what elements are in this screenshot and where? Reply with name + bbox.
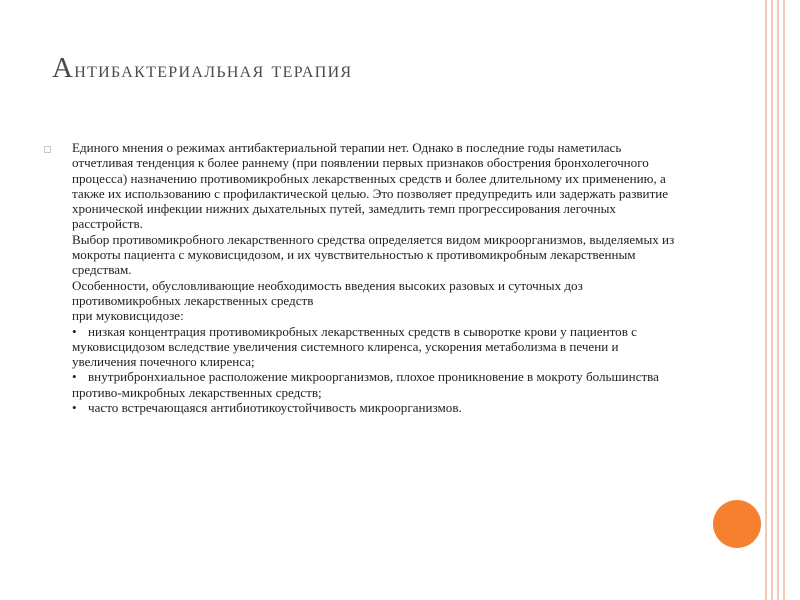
- bullet-icon: •: [72, 323, 77, 339]
- list-item: • часто встречающаяся антибиотикоустойчивость микроорганизмов.: [72, 400, 462, 416]
- paragraph: Единого мнения о режимах антибактериальной терапии нет. Однако в последние годы наметилась отчетливая тенденция к более раннему (при появлении первых признаков обострения бронхолегочного процесса) назначению противомикробных лекарственных средств и более длительному их применению, а также их использованию с профилактической целью. Это позволяет предупредить или задержать развитие хронической инфекции нижних дыхательных путей, замедлить темп прогрессирования легочных расстройств.: [72, 140, 669, 232]
- orange-circle-decoration: [713, 500, 761, 548]
- paragraph: Особенности, обусловливающие необходимость введения высоких разовых и суточных доз противомикробных лекарственных средств при муковисцидозе:: [72, 277, 583, 324]
- right-border-line: [783, 0, 785, 600]
- bullet-square-icon: [44, 146, 51, 153]
- bullet-icon: •: [72, 369, 77, 385]
- slide-body: [72, 140, 682, 415]
- slide-title: Антибактериальная терапия: [52, 52, 353, 84]
- bullet-icon: •: [72, 400, 77, 416]
- list-item: • низкая концентрация противомикробных лекарственных средств в сыворотке крови у пациентов с муковисцидозом вследствие увеличения системного клиренса, ускорения метаболизма в печени и увеличения почечного клиренса;: [72, 323, 637, 370]
- list-item: • внутрибронхиальное расположение микроорганизмов, плохое проникновение в мокроту большинства противо-микробных лекарственных средств;: [72, 369, 659, 400]
- right-border-line: [765, 0, 767, 600]
- right-border-line: [771, 0, 773, 600]
- paragraph: Выбор противомикробного лекарственного средства определяется видом микроорганизмов, выделяемых из мокроты пациента с муковисцидозом, и их чувствительностью к противомикробным лекарственным средствам.: [72, 231, 675, 278]
- right-border-line: [777, 0, 779, 600]
